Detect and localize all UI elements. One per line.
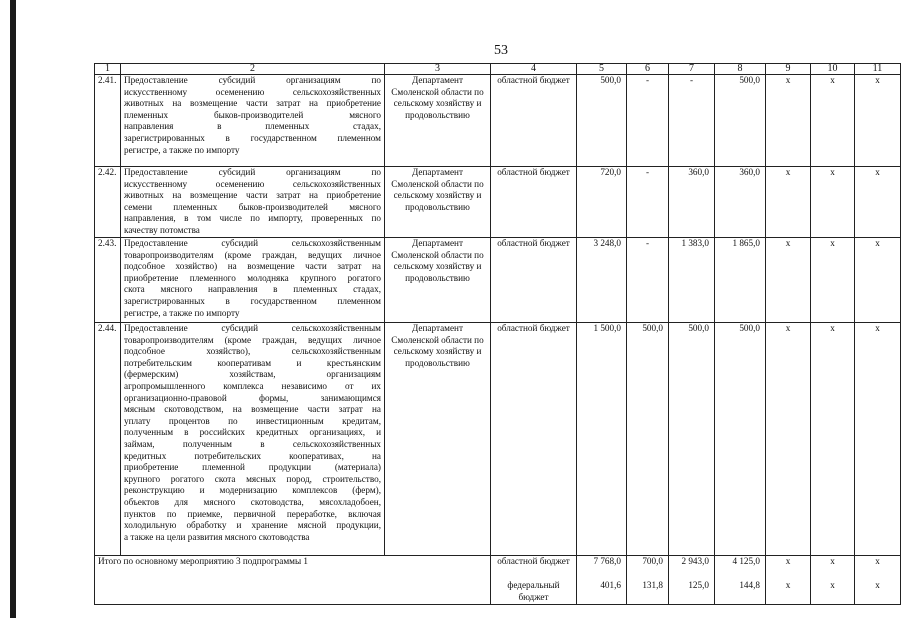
- col11-mark: x: [855, 323, 901, 556]
- header-row: [95, 64, 901, 75]
- header-cell: 4: [491, 64, 577, 75]
- amount-col8: 1 865,0: [715, 238, 766, 323]
- totals-col11: x: [855, 556, 901, 581]
- totals-col5: 7 768,0: [577, 556, 627, 581]
- totals-col10: x: [811, 580, 855, 605]
- funding-source: областной бюджет: [491, 323, 577, 556]
- col9-mark: x: [766, 238, 811, 323]
- totals-label: Итого по основному мероприятию 3 подпрограммы 1: [95, 556, 491, 605]
- col10-mark: x: [811, 323, 855, 556]
- table-row: [95, 238, 901, 323]
- header-cell: 10: [811, 64, 855, 75]
- description-line: товаропроизводителям (кроме граждан, ведущих личное: [124, 249, 381, 260]
- header-cell: 5: [577, 64, 627, 75]
- description-line: а также на цели развития мясного скотоводства: [124, 531, 310, 542]
- col10-mark: x: [811, 238, 855, 323]
- row-number: 2.42.: [95, 167, 121, 238]
- table-row: [95, 323, 901, 556]
- totals-col9: x: [766, 556, 811, 581]
- description-line: регистре, а также по импорту: [124, 144, 240, 155]
- description-line: крупного рогатого скота мясных пород, строительство,: [124, 473, 381, 484]
- row-description: [121, 323, 385, 556]
- col11-mark: x: [855, 75, 901, 167]
- col11-mark: x: [855, 167, 901, 238]
- header-cell: 11: [855, 64, 901, 75]
- row-description: [121, 75, 385, 167]
- totals-row: [95, 556, 901, 581]
- description-line: кредитных потребительских кооперативах, на: [124, 450, 381, 461]
- row-number: 2.43.: [95, 238, 121, 323]
- table-row: [95, 167, 901, 238]
- totals-col7: 2 943,0: [669, 556, 715, 581]
- col11-mark: x: [855, 238, 901, 323]
- amount-col5: 500,0: [577, 75, 627, 167]
- amount-col5: 1 500,0: [577, 323, 627, 556]
- description-line: направления, в том числе по импорту, проверенных по: [124, 213, 381, 224]
- amount-col5: 720,0: [577, 167, 627, 238]
- amount-col6: -: [627, 238, 669, 323]
- description-line: подсобное хозяйство), сельскохозяйственным: [124, 346, 381, 357]
- totals-col5: 401,6: [577, 580, 627, 605]
- totals-col8: 4 125,0: [715, 556, 766, 581]
- totals-col9: x: [766, 580, 811, 605]
- description-line: полученным в российских кредитных организациях, и: [124, 427, 381, 438]
- funding-source: областной бюджет: [491, 167, 577, 238]
- description-line: животных на возмещение части затрат на приобретение: [124, 98, 381, 109]
- header-cell: 1: [95, 64, 121, 75]
- row-description: [121, 238, 385, 323]
- description-line: реконструкцию и модернизацию комплексов (ферм),: [124, 485, 381, 496]
- description-line: зарегистрированных в государственном племенном: [124, 132, 381, 143]
- header-cell: 6: [627, 64, 669, 75]
- description-line: приобретение племенного молодняка крупного рогатого: [124, 272, 381, 283]
- description-line: мясным скотоводством, на возмещение части затрат на: [124, 404, 381, 415]
- description-line: потребительским кооперативам и крестьянским: [124, 357, 381, 368]
- amount-col5: 3 248,0: [577, 238, 627, 323]
- totals-col6: 700,0: [627, 556, 669, 581]
- totals-col10: x: [811, 556, 855, 581]
- row-description: [121, 167, 385, 238]
- header-cell: 3: [385, 64, 491, 75]
- description-line: качеству потомства: [124, 224, 200, 235]
- description-line: направления в племенных стадах,: [124, 121, 381, 132]
- col9-mark: x: [766, 75, 811, 167]
- amount-col6: -: [627, 167, 669, 238]
- description-line: уплату процентов по инвестиционным кредитам,: [124, 415, 381, 426]
- description-line: холодильную обработку и хранение мясной продукции,: [124, 520, 381, 531]
- amount-col6: 500,0: [627, 323, 669, 556]
- page-number: 53: [494, 43, 508, 58]
- description-line: агропромышленного комплекса независимо от их: [124, 380, 381, 391]
- col10-mark: x: [811, 75, 855, 167]
- description-line: товаропроизводителям (кроме граждан, ведущих личное: [124, 334, 381, 345]
- amount-col7: 500,0: [669, 323, 715, 556]
- totals-funding-source: федеральный бюджет: [491, 580, 577, 605]
- header-cell: 7: [669, 64, 715, 75]
- totals-col8: 144,8: [715, 580, 766, 605]
- responsible-department: Департамент Смоленской области по сельскому хозяйству и продовольствию: [385, 238, 491, 323]
- description-line: регистре, а также по импорту: [124, 307, 240, 318]
- amount-col6: -: [627, 75, 669, 167]
- header-cell: 9: [766, 64, 811, 75]
- amount-col8: 500,0: [715, 323, 766, 556]
- description-line: семени племенных быков-производителей мясного: [124, 201, 381, 212]
- header-cell: 2: [121, 64, 385, 75]
- description-line: организационно-правовой формы, занимающимся: [124, 392, 381, 403]
- description-line: приобретение племенной продукции (материала): [124, 462, 381, 473]
- responsible-department: Департамент Смоленской области по сельскому хозяйству и продовольствию: [385, 75, 491, 167]
- description-line: племенных быков-производителей мясного: [124, 109, 381, 120]
- budget-table: [94, 63, 901, 605]
- amount-col7: 1 383,0: [669, 238, 715, 323]
- col9-mark: x: [766, 323, 811, 556]
- totals-funding-source: областной бюджет: [491, 556, 577, 581]
- description-line: скота мясного направления в племенных стадах,: [124, 284, 381, 295]
- amount-col8: 360,0: [715, 167, 766, 238]
- description-line: зарегистрированных в государственном племенном: [124, 295, 381, 306]
- page-binding-edge: [10, 0, 16, 618]
- totals-col7: 125,0: [669, 580, 715, 605]
- description-line: искусственному осеменению сельскохозяйственных: [124, 86, 381, 97]
- amount-col7: 360,0: [669, 167, 715, 238]
- description-line: Предоставление субсидий сельскохозяйственным: [124, 323, 381, 333]
- amount-col8: 500,0: [715, 75, 766, 167]
- description-line: Предоставление субсидий организациям по: [124, 75, 381, 85]
- description-line: пунктов по приемке, первичной переработке, включая: [124, 508, 381, 519]
- totals-col6: 131,8: [627, 580, 669, 605]
- description-line: искусственному осеменению сельскохозяйственных: [124, 178, 381, 189]
- description-line: (фермерским) хозяйствам, организациям: [124, 369, 381, 380]
- description-line: животных на возмещение части затрат на приобретение: [124, 190, 381, 201]
- description-line: Предоставление субсидий сельскохозяйственным: [124, 238, 381, 248]
- header-cell: 8: [715, 64, 766, 75]
- row-number: 2.41.: [95, 75, 121, 167]
- responsible-department: Департамент Смоленской области по сельскому хозяйству и продовольствию: [385, 167, 491, 238]
- description-line: подсобное хозяйство) на возмещение части затрат на: [124, 261, 381, 272]
- description-line: займам, полученным в сельскохозяйственных: [124, 438, 381, 449]
- col10-mark: x: [811, 167, 855, 238]
- responsible-department: Департамент Смоленской области по сельскому хозяйству и продовольствию: [385, 323, 491, 556]
- col9-mark: x: [766, 167, 811, 238]
- description-line: Предоставление субсидий организациям по: [124, 167, 381, 177]
- table-row: [95, 75, 901, 167]
- description-line: объектов для мясного скотоводства, мясохладобоен,: [124, 496, 381, 507]
- amount-col7: -: [669, 75, 715, 167]
- totals-col11: x: [855, 580, 901, 605]
- funding-source: областной бюджет: [491, 75, 577, 167]
- row-number: 2.44.: [95, 323, 121, 556]
- funding-source: областной бюджет: [491, 238, 577, 323]
